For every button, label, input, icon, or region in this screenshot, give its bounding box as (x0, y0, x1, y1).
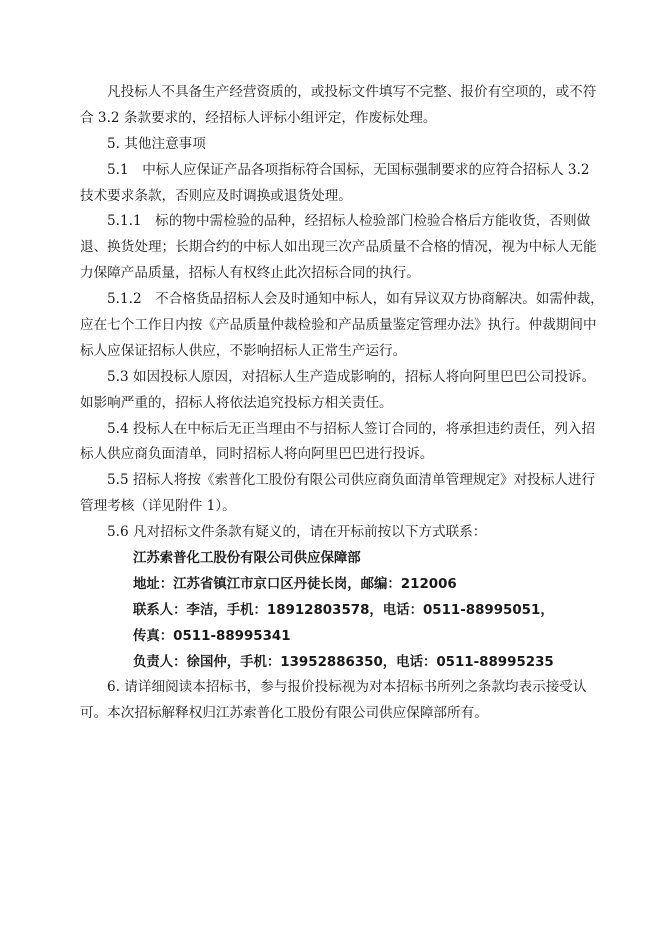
contact-company: 江苏索普化工股份有限公司供应保障部 (133, 551, 361, 567)
paragraph-line: 如影响严重的，招标人将依法追究投标方相关责任。 (80, 394, 393, 411)
paragraph-line: 5.3 如因投标人原因，对招标人生产造成影响的，招标人将向阿里巴巴公司投诉。 (107, 368, 596, 385)
paragraph-line: 管理考核（详见附件 1）。 (80, 498, 236, 515)
contact-address: 地址：江苏省镇江市京口区丹徒长岗，邮编：212006 (133, 576, 457, 592)
document-page (80, 80, 604, 727)
paragraph-line: 标人供应商负面清单，同时招标人将向阿里巴巴进行投诉。 (80, 446, 434, 463)
paragraph-line: 5.6 凡对招标文件条款有疑义的，请在开标前按以下方式联系： (107, 524, 487, 541)
paragraph-line: 5.5 招标人将按《索普化工股份有限公司供应商负面清单管理规定》对投标人进行 (107, 472, 596, 489)
contact-manager: 负责人：徐国仲，手机：13952886350，电话：0511-88995235 (133, 654, 554, 670)
paragraph-line: 退、换货处理；长期合约的中标人如出现三次产品质量不合格的情况，视为中标人无能 (80, 239, 597, 256)
closing-line: 6. 请详细阅读本招标书，参与报价投标视为对本招标书所列之条款均表示接受认 (107, 679, 587, 696)
paragraph-line: 5.1.2 不合格货品招标人会及时通知中标人，如有异议双方协商解决。如需仲裁， (107, 291, 604, 308)
contact-fax: 传真：0511-88995341 (133, 628, 291, 644)
closing-line: 可。本次招标解释权归江苏索普化工股份有限公司供应保障部所有。 (80, 705, 488, 722)
paragraph-line: 应在七个工作日内按《产品质量仲裁检验和产品质量鉴定管理办法》执行。仲裁期间中 (80, 317, 597, 334)
paragraph-line: 合 3.2 条款要求的，经招标人评标小组评定，作废标处理。 (80, 109, 437, 126)
section-heading: 5. 其他注意事项 (107, 135, 206, 152)
contact-person: 联系人：李洁，手机：18912803578，电话：0511-88995051， (133, 602, 554, 618)
paragraph-line: 5.1 中标人应保证产品各项指标符合国标，无国标强制要求的应符合招标人 3.2 (107, 161, 590, 178)
paragraph-line: 技术要求条款，否则应及时调换或退货处理。 (80, 187, 352, 204)
paragraph-line: 5.4 投标人在中标后无正当理由不与招标人签订合同的，将承担违约责任，列入招 (107, 420, 596, 437)
paragraph-line: 标人应保证招标人供应，不影响招标人正常生产运行。 (80, 342, 407, 359)
paragraph-line: 力保障产品质量，招标人有权终止此次招标合同的执行。 (80, 265, 420, 282)
paragraph-line: 凡投标人不具备生产经营资质的，或投标文件填写不完整、报价有空项的，或不符 (107, 84, 597, 100)
paragraph-line: 5.1.1 标的物中需检验的品种，经招标人检验部门检验合格后方能收货，否则做 (107, 213, 591, 230)
